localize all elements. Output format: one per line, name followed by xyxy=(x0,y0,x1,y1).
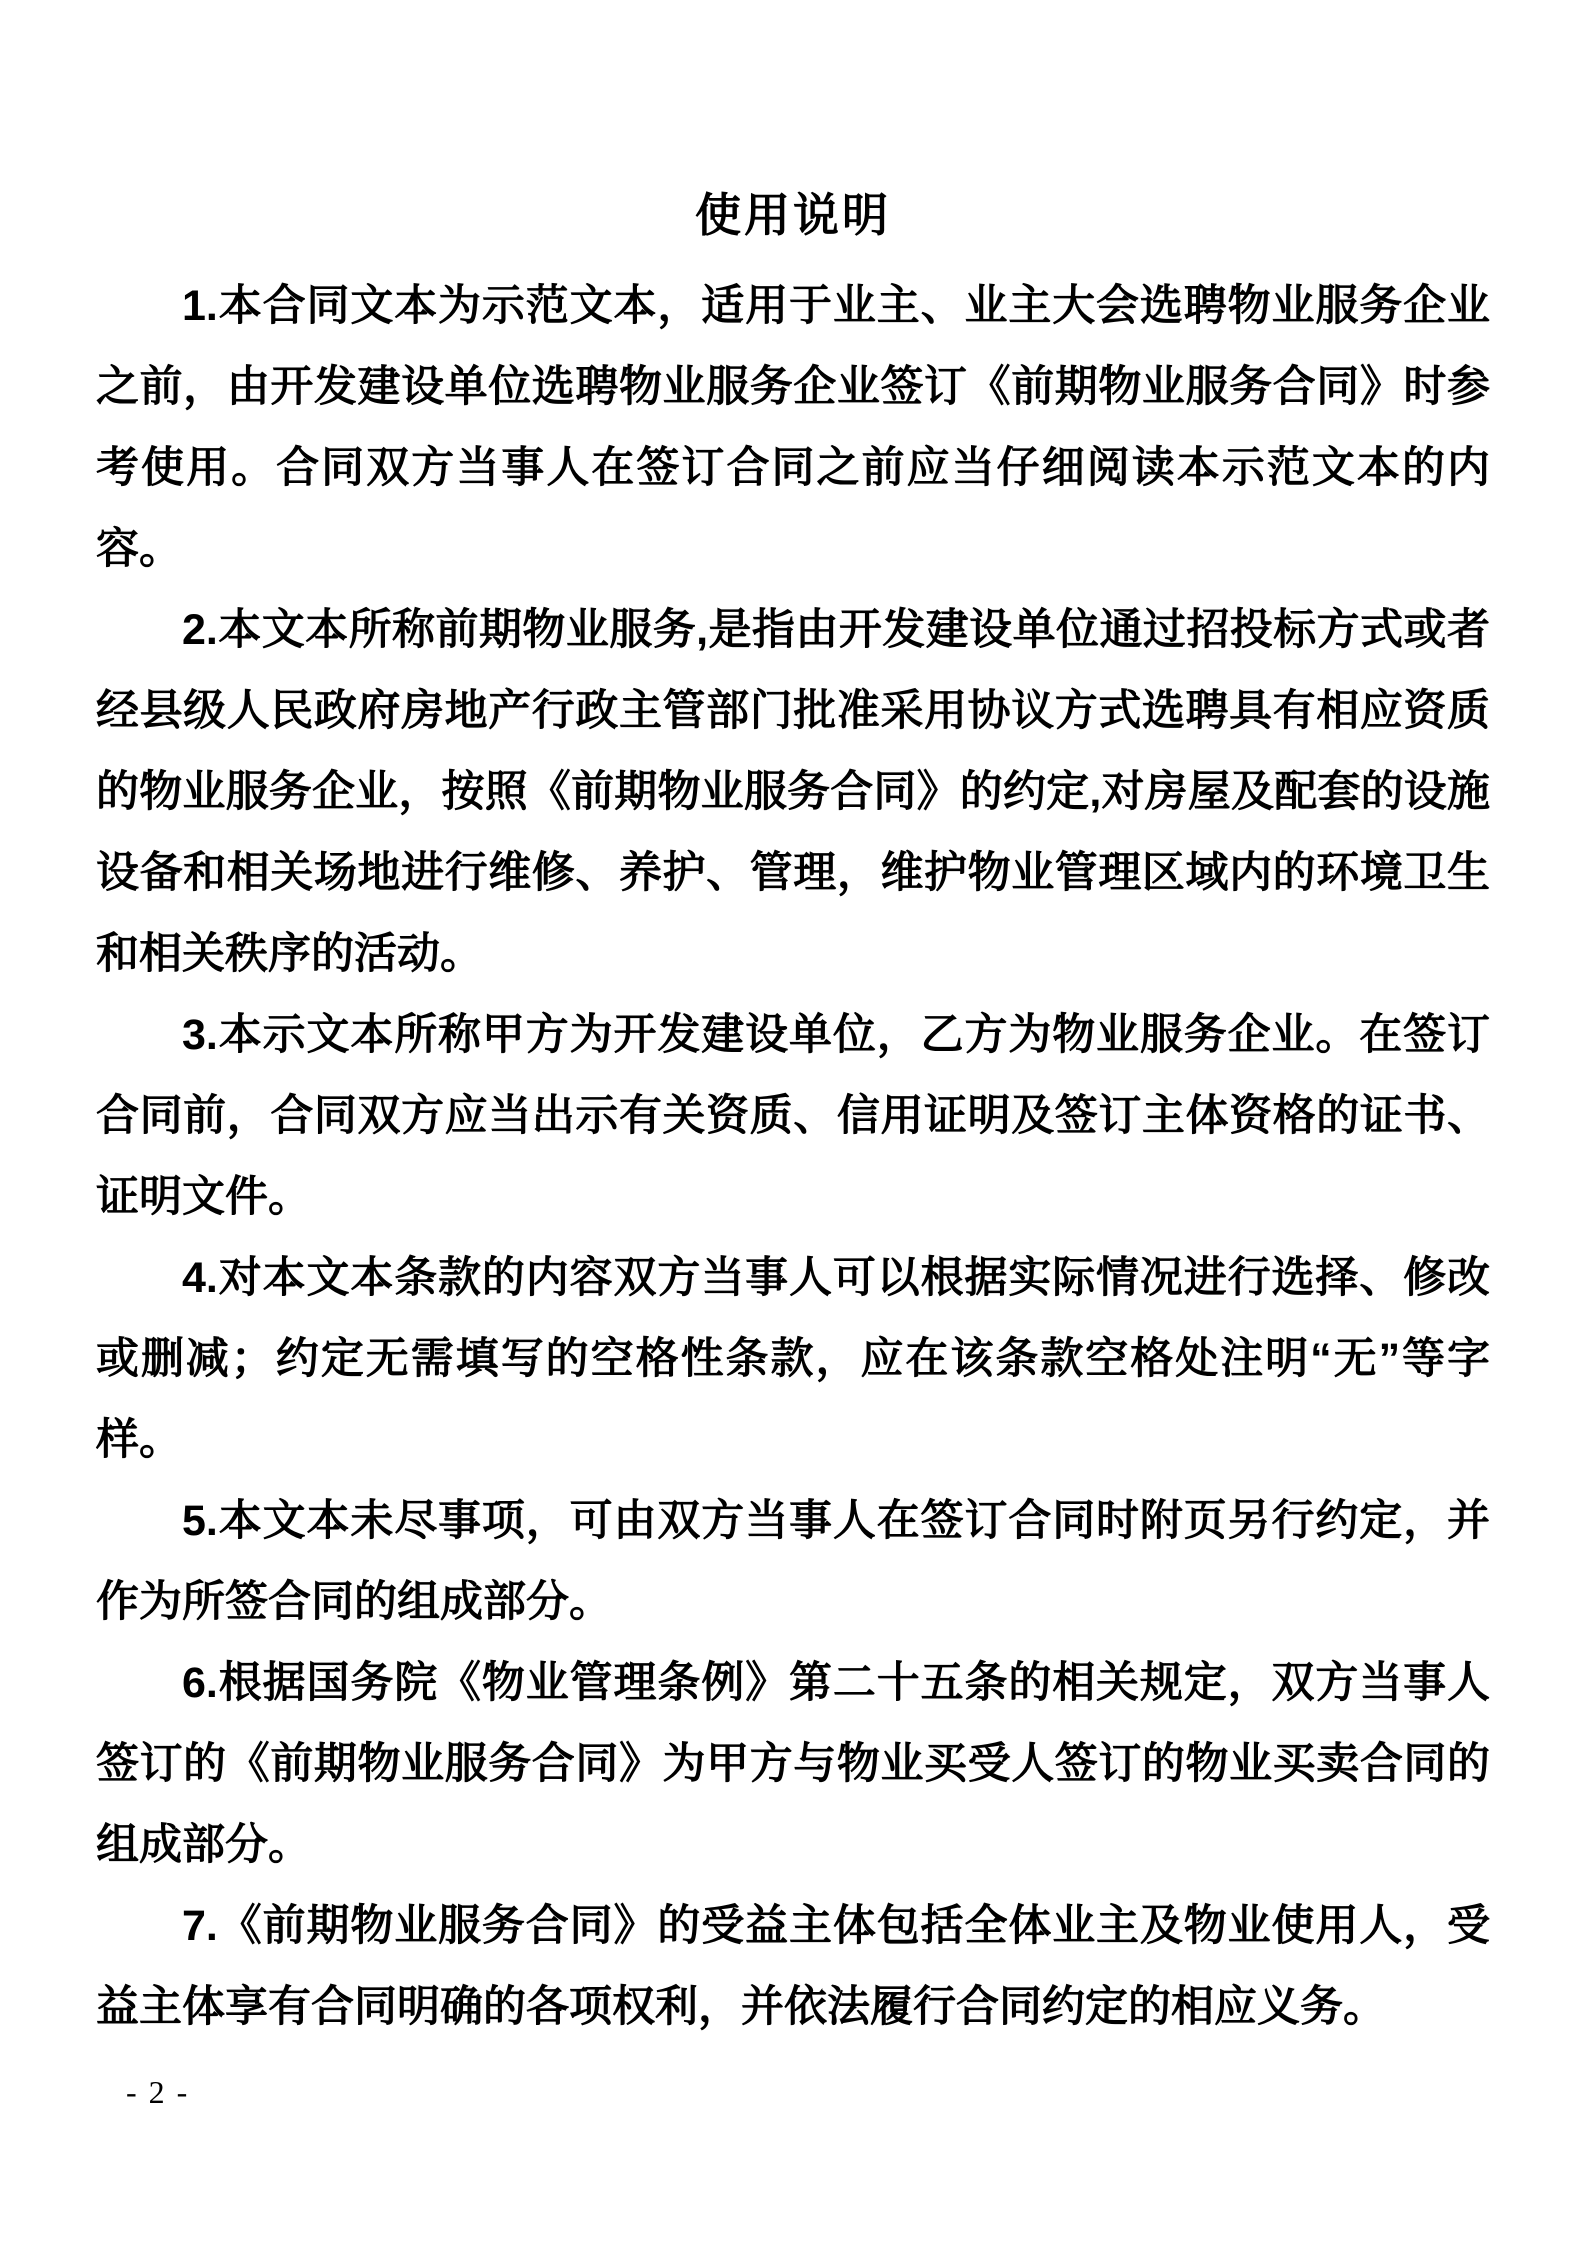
paragraph-2: 2.本文本所称前期物业服务,是指由开发建设单位通过招投标方式或者经县级人民政府房地产行政主管部门批准采用协议方式选聘具有相应资质的物业服务企业，按照《前期物业服务合同》的约定,对房屋及配套的设施设备和相关场地进行维修、养护、管理，维护物业管理区域内的环境卫生和相关秩序的活动。 xyxy=(96,606,1490,978)
paragraph-6: 6.根据国务院《物业管理条例》第二十五条的相关规定，双方当事人签订的《前期物业服务合同》为甲方与物业买受人签订的物业买卖合同的组成部分。 xyxy=(96,1659,1490,1869)
paragraph-5: 5.本文本未尽事项，可由双方当事人在签订合同时附页另行约定，并作为所签合同的组成部分。 xyxy=(96,1497,1490,1626)
paragraph-4: 4.对本文本条款的内容双方当事人可以根据实际情况进行选择、修改或删减；约定无需填写的空格性条款，应在该条款空格处注明“无”等字样。 xyxy=(96,1254,1490,1464)
paragraph-3: 3.本示文本所称甲方为开发建设单位，乙方为物业服务企业。在签订合同前，合同双方应当出示有关资质、信用证明及签订主体资格的证书、证明文件。 xyxy=(96,1011,1490,1221)
paragraph-1: 1.本合同文本为示范文本，适用于业主、业主大会选聘物业服务企业之前，由开发建设单位选聘物业服务企业签订《前期物业服务合同》时参考使用。合同双方当事人在签订合同之前应当仔细阅读本示范文本的内容。 xyxy=(96,282,1490,573)
paragraph-7: 7.《前期物业服务合同》的受益主体包括全体业主及物业使用人，受益主体享有合同明确的各项权利，并依法履行合同约定的相应义务。 xyxy=(96,1902,1490,2031)
page-number: - 2 - xyxy=(126,2074,190,2110)
document-body xyxy=(96,266,1490,2048)
page-title: 使用说明 xyxy=(695,189,891,241)
